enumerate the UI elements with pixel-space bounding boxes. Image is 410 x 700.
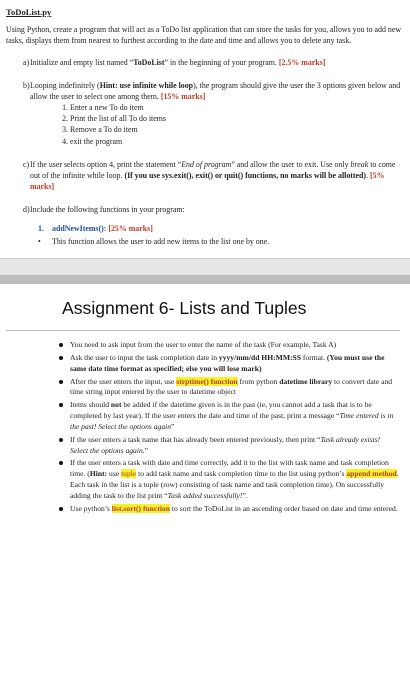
page-gap <box>0 258 410 275</box>
slide-title: Assignment 6- Lists and Tuples <box>62 297 307 318</box>
list-item <box>70 340 400 351</box>
list-item <box>70 377 400 399</box>
question-text: to come out of the infinite while loop. <box>30 159 396 180</box>
list-item-text: Use python’s <box>70 503 112 513</box>
list-item-text: format. <box>300 352 327 362</box>
question-label: a) <box>23 58 30 68</box>
file-title: ToDoList.py <box>6 7 52 17</box>
question-text: ” and allow the user to exit. Use only <box>231 159 351 169</box>
slide <box>0 284 410 515</box>
warning-text: (You must use the same date time format as specified; else you will lose mark) <box>70 352 385 373</box>
list-item-text: Items should <box>70 400 111 410</box>
list-item-text: to convert date and time string input entered by the user to datetime object <box>70 376 393 397</box>
options-list <box>30 102 402 146</box>
list-item-text: You need to ask input from the user to enter the name of the task (For example, Task A) <box>70 339 337 349</box>
question-text: Looping indefinitely ( <box>30 81 100 91</box>
divider <box>6 330 400 331</box>
statement-text: End of program <box>181 159 232 169</box>
option-item: 3. Remove a To do item <box>70 124 402 135</box>
function-spec <box>38 223 402 247</box>
question-text: ), the program should give the user the 3 options given below and allow the user to select one among them. <box>30 81 401 102</box>
option-item: 1. Enter a new To do item <box>70 102 402 113</box>
question-label: b) <box>23 81 30 91</box>
break-keyword: break <box>350 159 369 169</box>
intro-paragraph: Using Python, create a program that will act as a ToDo list application that can store the tasks for you, allows you to add new tasks, displays them from nearest to furthest according to the date and time and allows you to delete any task. <box>6 25 402 46</box>
list-item-text: to sort the ToDoList in an ascending order based on date and time entered. <box>169 503 398 513</box>
list-item <box>70 504 400 515</box>
highlighted-text: tuple <box>121 469 137 479</box>
list-item-text: to add task name and task completion time to the list using python’s <box>136 469 347 479</box>
list-item <box>70 400 400 433</box>
list-item-text: ”. <box>242 490 248 500</box>
list-item-text: use <box>107 469 122 479</box>
question-text: Include the following functions in your program: <box>30 204 185 214</box>
question-label: c) <box>23 159 30 169</box>
marks-label: [25% marks] <box>108 223 153 233</box>
question-c <box>6 159 402 192</box>
list-item-text: If the user enters a task with date and time correctly, add it to the list with task name and task completion time. ( <box>70 458 389 479</box>
message-text: Task added successfully! <box>167 490 243 500</box>
list-item-text: ” <box>144 445 149 455</box>
highlighted-text: append method <box>346 469 397 479</box>
list-item-text: Ask the user to input the task completion date in <box>70 352 219 362</box>
message-text: Task already exists! Select the options again. <box>70 434 381 455</box>
assignment-page <box>0 0 410 247</box>
function-name: addNewItems(): <box>52 223 107 233</box>
question-d <box>6 204 402 247</box>
list-item-text: be added if the datetime given is in the past (ie, you cannot add a task that is to be completed by last year). If the user enters the date and time of the past, print a message “ <box>70 400 372 421</box>
list-item-text: from python <box>237 376 280 386</box>
question-a <box>6 57 402 68</box>
marks-label: [5% marks] <box>30 170 385 191</box>
hint-text: Hint: use infinite while loop <box>99 81 194 91</box>
list-item <box>70 458 400 501</box>
bullet-icon: • <box>38 236 41 246</box>
question-text: If the user selects option 4, print the statement “ <box>30 159 182 169</box>
list-item-text: . Each task in the list is a tuple (row) consisting of task name and task completion time). On successfully adding the task to the list print “ <box>70 469 399 500</box>
warning-text: (If you use sys.exit(), exit() or quit() functions, no marks will be allotted) <box>124 170 367 180</box>
highlighted-text: strptime() function <box>176 376 238 386</box>
library-name: datetime library <box>279 376 333 386</box>
list-item-text: After the user enters the input, use <box>70 376 177 386</box>
marks-label: [2.5% marks] <box>278 58 326 68</box>
list-item-text: If the user enters a task name that has already been entered previously, then print “ <box>70 434 321 444</box>
message-text: Time entered is in the past! Select the options again <box>70 411 394 431</box>
date-format: yyyy/mm/dd HH:MM:SS <box>218 352 301 362</box>
hint-text: Hint: <box>89 469 108 479</box>
function-number: 1. <box>38 223 44 233</box>
list-item-text: ” <box>171 421 175 431</box>
page-gap-shade <box>0 275 410 284</box>
highlighted-text: list.sort() function <box>111 503 170 513</box>
list-item <box>70 435 400 457</box>
question-text: ” in the beginning of your program. <box>164 58 277 68</box>
option-item: 4. exit the program <box>70 136 402 147</box>
option-item: 2. Print the list of all To do items <box>70 113 402 124</box>
question-b <box>6 80 402 146</box>
function-description: This function allows the user to add new items to the list one by one. <box>52 236 270 246</box>
question-label: d) <box>23 204 30 214</box>
requirements-list <box>6 340 400 515</box>
question-text: Initialize and empty list named “ <box>30 58 134 68</box>
question-text: . <box>366 170 369 180</box>
list-name: ToDoList <box>133 58 165 68</box>
marks-label: [15% marks] <box>160 92 206 102</box>
list-item <box>70 353 400 375</box>
emphasis-text: not <box>110 400 122 410</box>
